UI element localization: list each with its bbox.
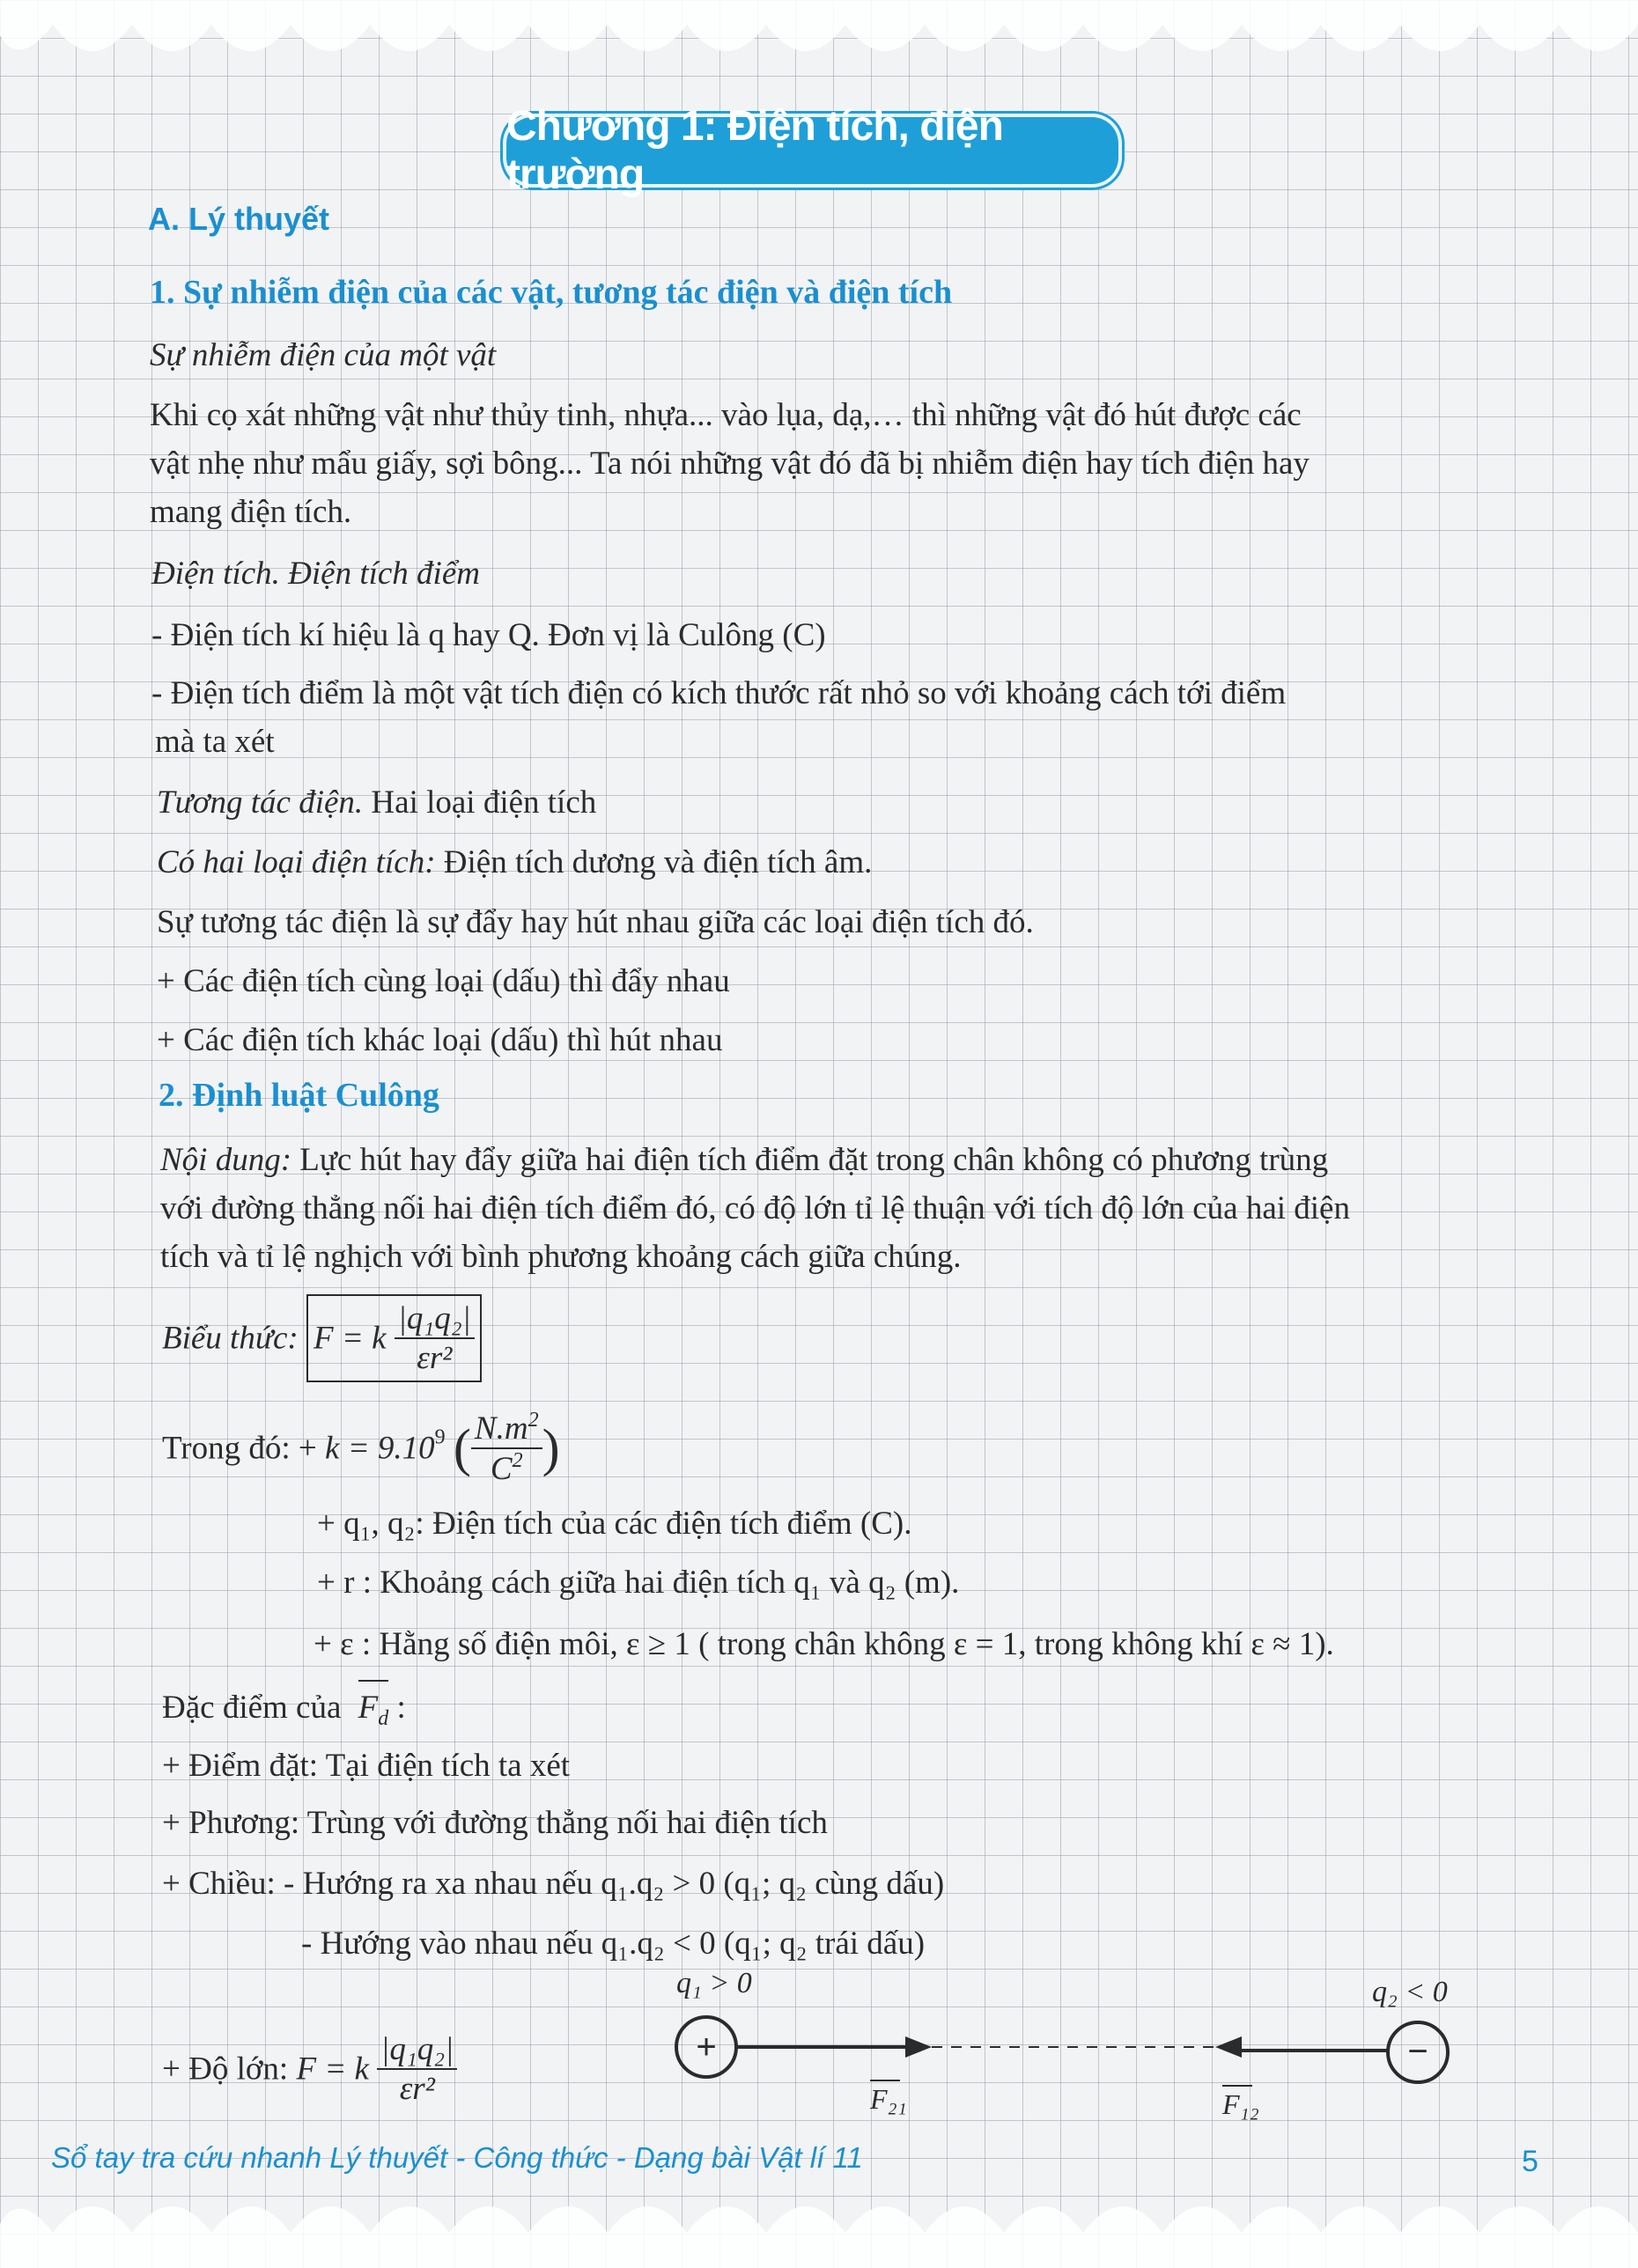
- subheading-interaction: [157, 778, 596, 827]
- k-unit-fraction: [471, 1409, 542, 1488]
- force-sense-attract: - Hướng vào nhau nếu q₁.q₂ < 0 (q₁; q₂ trái dấu): [301, 1926, 926, 1962]
- force-f12-arrowhead: [1215, 2036, 1242, 2058]
- bullet-charge-symbol: - Điện tích kí hiệu là q hay Q. Đơn vị là Culông (C): [151, 617, 826, 653]
- chapter-title: Chương 1: Điện tích, điện trường: [506, 103, 1003, 198]
- formula-denominator: εr²: [417, 1340, 453, 1376]
- r-definition: + r : Khoảng cách giữa hai điện tích q₁ và q₂ (m).: [317, 1565, 960, 1601]
- force-direction: + Phương: Trùng với đường thẳng nối hai điện tích: [162, 1805, 828, 1841]
- paren-right: ): [542, 1418, 560, 1477]
- law-content-line: [160, 1136, 1328, 1184]
- bullet-point-charge-cont: mà ta xét: [155, 724, 275, 760]
- k-constant: k = 9.10: [325, 1430, 435, 1467]
- subheading-interaction-rest: Hai loại điện tích: [363, 784, 597, 821]
- two-kinds-line: [157, 838, 872, 887]
- q2-label: q₂ < 0: [1372, 1976, 1448, 2008]
- footer-book-title: Sổ tay tra cứu nhanh Lý thuyết - Công thức - Dạng bài Vật lí 11: [51, 2141, 863, 2174]
- expression-row: [162, 1294, 482, 1382]
- chapter-title-banner: [506, 103, 1118, 198]
- formula-lhs: F = k: [314, 1320, 387, 1357]
- coulomb-formula-box: [306, 1294, 482, 1382]
- unit-numerator-exp: 2: [528, 1409, 539, 1432]
- positive-sign: +: [696, 2028, 717, 2066]
- section-a-heading: A. Lý thuyết: [148, 201, 330, 237]
- where-row: [162, 1409, 560, 1488]
- expression-label: Biểu thức:: [162, 1320, 299, 1357]
- negative-sign: −: [1407, 2032, 1428, 2071]
- magnitude-label: + Độ lớn:: [162, 2051, 289, 2088]
- unit-denominator: C: [490, 1451, 513, 1487]
- paragraph-line: vật nhẹ như mẩu giấy, sợi bông... Ta nói những vật đó đã bị nhiễm điện hay tích điện hay: [150, 446, 1310, 482]
- features-label: Đặc điểm của: [162, 1690, 342, 1726]
- magnitude-denominator: εr²: [399, 2071, 435, 2107]
- unit-denominator-exp: 2: [512, 1449, 523, 1472]
- interaction-definition: Sự tương tác điện là sự đẩy hay hút nhau giữa các loại điện tích đó.: [157, 904, 1034, 940]
- q-definition: + q₁, q₂: Điện tích của các điện tích điểm (C).: [317, 1506, 912, 1542]
- force-sense-repel: + Chiều: - Hướng ra xa nhau nếu q₁.q₂ > 0 (q₁; q₂ cùng dấu): [162, 1866, 945, 1902]
- top-scallop-border: [0, 0, 1638, 79]
- force-vector-symbol: $F_d$: [358, 1683, 389, 1743]
- f21-label: F₂₁: [870, 2083, 907, 2115]
- two-kinds-label: Có hai loại điện tích:: [157, 844, 436, 880]
- law-content-line: tích và tỉ lệ nghịch với bình phương khoảng cách giữa chúng.: [160, 1239, 962, 1275]
- page-number: 5: [1522, 2145, 1538, 2178]
- coulomb-force-diagram: [652, 1959, 1488, 2135]
- features-row: Đặc điểm của $F_d$ :: [162, 1683, 406, 1743]
- two-kinds-text: Điện tích dương và điện tích âm.: [435, 844, 873, 880]
- bullet-point-charge: - Điện tích điểm là một vật tích điện có kích thước rất nhỏ so với khoảng cách tới điểm: [151, 675, 1287, 711]
- point-of-application: + Điểm đặt: Tại điện tích ta xét: [162, 1748, 571, 1784]
- q1-label: q₁ > 0: [676, 1967, 752, 1999]
- magnitude-row: [162, 2030, 457, 2108]
- opposite-sign-attract: + Các điện tích khác loại (dấu) thì hút nhau: [157, 1022, 723, 1058]
- paragraph-line: Khi cọ xát những vật như thủy tinh, nhựa... vào lụa, dạ,… thì những vật đó hút được các: [150, 397, 1302, 433]
- force-f21-arrowhead: [905, 2036, 932, 2058]
- k-exponent: 9: [434, 1425, 446, 1449]
- magnitude-fraction: [377, 2030, 457, 2108]
- subheading-interaction-italic: Tương tác điện.: [157, 784, 364, 821]
- bottom-scallop-border: [0, 2189, 1638, 2268]
- formula-fraction: [395, 1300, 475, 1377]
- f12-label: F₁₂: [1222, 2088, 1259, 2120]
- law-content-label: Nội dung:: [160, 1142, 292, 1178]
- paren-left: (: [453, 1418, 471, 1477]
- section-1-heading: 1. Sự nhiễm điện của các vật, tương tác điện và điện tích: [150, 274, 953, 311]
- where-label: Trong đó: +: [162, 1430, 317, 1467]
- law-content-text: Lực hút hay đẩy giữa hai điện tích điểm đặt trong chân không có phương trùng: [291, 1142, 1329, 1178]
- paragraph-line: mang điện tích.: [150, 494, 352, 530]
- subheading-charge: Điện tích. Điện tích điểm: [151, 556, 480, 592]
- epsilon-definition: + ε : Hằng số điện môi, ε ≥ 1 ( trong chân không ε = 1, trong không khí ε ≈ 1).: [314, 1626, 1334, 1662]
- law-content-line: với đường thẳng nối hai điện tích điểm đó, có độ lớn tỉ lệ thuận với tích độ lớn của hai điện: [160, 1190, 1350, 1226]
- same-sign-repel: + Các điện tích cùng loại (dấu) thì đẩy nhau: [157, 963, 730, 999]
- unit-numerator: N.m: [474, 1410, 528, 1447]
- section-2-heading: 2. Định luật Culông: [159, 1077, 439, 1114]
- magnitude-numerator: |q₁q₂|: [377, 2030, 457, 2070]
- subheading-electrification: Sự nhiễm điện của một vật: [150, 337, 497, 373]
- magnitude-lhs: F = k: [296, 2051, 369, 2088]
- formula-numerator: |q₁q₂|: [395, 1300, 475, 1339]
